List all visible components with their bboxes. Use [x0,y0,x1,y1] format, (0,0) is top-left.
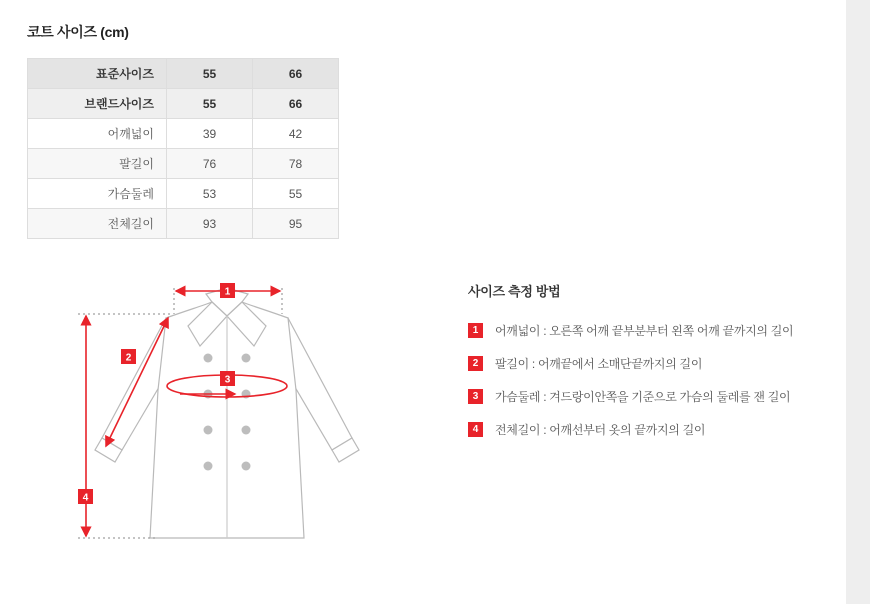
legend-title: 사이즈 측정 방법 [468,284,561,299]
table-row [28,179,339,209]
row-value: 42 [253,119,339,149]
marker-3-label: 3 [224,374,231,386]
table-row [28,119,339,149]
table-row [28,89,339,119]
legend-item [468,421,848,438]
table-row [28,149,339,179]
legend-badge-4: 4 [468,422,483,437]
marker-1-label: 1 [224,286,231,298]
marker-2-label: 2 [125,352,132,364]
row-value: 55 [253,179,339,209]
legend-text-2: 팔길이 : 어깨끝에서 소매단끝까지의 길이 [495,357,703,371]
row-value: 55 [167,89,253,119]
row-value: 93 [167,209,253,239]
legend-item [468,388,848,405]
coat-outline [95,288,359,538]
legend-badge-1: 1 [468,323,483,338]
legend-item [468,355,848,372]
row-label: 팔길이 [28,149,167,179]
row-label: 브랜드사이즈 [28,89,167,119]
row-label: 표준사이즈 [28,59,167,89]
row-value: 66 [253,59,339,89]
row-label: 가슴둘레 [28,179,167,209]
legend-item [468,322,848,339]
row-label: 어깨넓이 [28,119,167,149]
table-row [28,59,339,89]
row-value: 53 [167,179,253,209]
coat-measurement-diagram [60,270,420,580]
row-label: 전체길이 [28,209,167,239]
row-value: 55 [167,59,253,89]
legend-text-1: 어깨넓이 : 오른쪽 어깨 끝부분부터 왼쪽 어깨 끝까지의 길이 [495,324,794,338]
row-value: 95 [253,209,339,239]
size-table [27,58,339,239]
measurement-legend [468,281,848,454]
page-title: 코트 사이즈 (cm) [27,24,129,40]
legend-text-3: 가슴둘레 : 겨드랑이안쪽을 기준으로 가슴의 둘레를 잰 길이 [495,390,791,404]
legend-text-4: 전체길이 : 어깨선부터 옷의 끝까지의 길이 [495,423,706,437]
row-value: 66 [253,89,339,119]
row-value: 78 [253,149,339,179]
row-value: 39 [167,119,253,149]
legend-badge-3: 3 [468,389,483,404]
row-value: 76 [167,149,253,179]
legend-badge-2: 2 [468,356,483,371]
marker-4-label: 4 [82,492,89,504]
coat-diagram-svg [60,270,420,580]
table-row [28,209,339,239]
